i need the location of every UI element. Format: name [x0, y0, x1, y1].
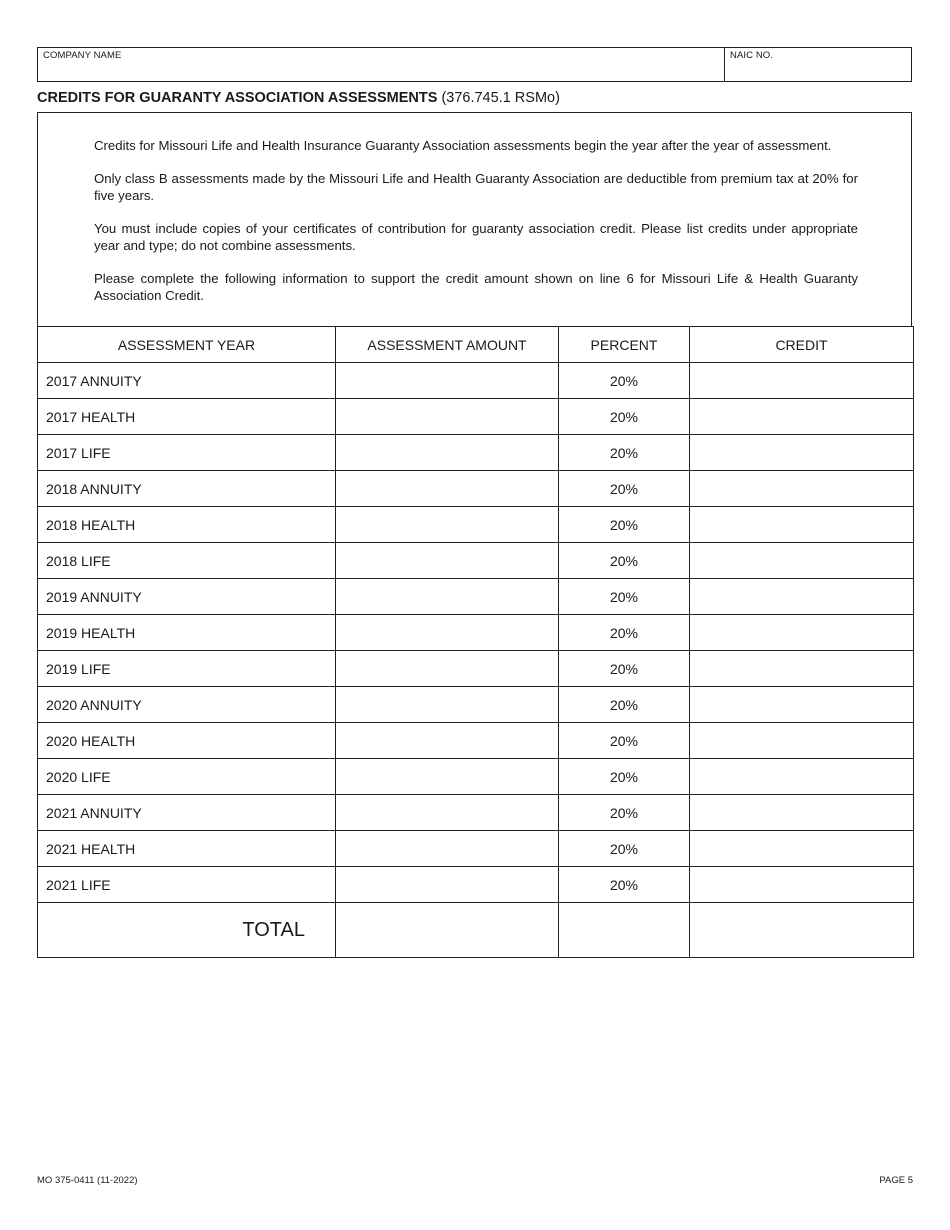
percent-cell: 20% [559, 651, 690, 687]
column-header-assessment-year: ASSESSMENT YEAR [38, 327, 336, 363]
percent-cell: 20% [559, 615, 690, 651]
assessment-amount-cell[interactable] [336, 507, 559, 543]
table-row [38, 579, 914, 615]
table-row [38, 723, 914, 759]
table-row [38, 615, 914, 651]
table-row [38, 795, 914, 831]
total-label: TOTAL [38, 903, 336, 958]
section-title-main: CREDITS FOR GUARANTY ASSOCIATION ASSESSMENTS [37, 90, 438, 106]
assessment-year-cell: 2017 HEALTH [38, 399, 336, 435]
percent-cell: 20% [559, 399, 690, 435]
assessment-amount-cell[interactable] [336, 579, 559, 615]
assessment-amount-cell[interactable] [336, 363, 559, 399]
total-credit-cell[interactable] [690, 903, 914, 958]
credit-cell[interactable] [690, 363, 914, 399]
company-header-box [37, 47, 912, 82]
assessment-year-cell: 2020 HEALTH [38, 723, 336, 759]
total-row [38, 903, 914, 958]
assessment-amount-cell[interactable] [336, 759, 559, 795]
credit-cell[interactable] [690, 615, 914, 651]
percent-cell: 20% [559, 579, 690, 615]
percent-cell: 20% [559, 723, 690, 759]
instruction-paragraph: Please complete the following information to support the credit amount shown on line 6 for Missouri Life & Health Guaranty Association Credit. [94, 271, 858, 303]
credit-cell[interactable] [690, 399, 914, 435]
table-row [38, 651, 914, 687]
percent-cell: 20% [559, 759, 690, 795]
assessment-year-cell: 2021 ANNUITY [38, 795, 336, 831]
table-row [38, 759, 914, 795]
assessment-amount-cell[interactable] [336, 543, 559, 579]
assessment-amount-cell[interactable] [336, 867, 559, 903]
table-row [38, 831, 914, 867]
table-header-row [38, 327, 914, 363]
credits-table [37, 326, 914, 958]
assessment-year-cell: 2020 LIFE [38, 759, 336, 795]
assessment-amount-cell[interactable] [336, 615, 559, 651]
credit-cell[interactable] [690, 723, 914, 759]
credit-cell[interactable] [690, 759, 914, 795]
instruction-paragraph: Only class B assessments made by the Missouri Life and Health Guaranty Association are deductible from premium tax at 20% for five years. [94, 171, 858, 203]
column-header-credit: CREDIT [690, 327, 914, 363]
table-row [38, 543, 914, 579]
assessment-amount-cell[interactable] [336, 723, 559, 759]
credit-cell[interactable] [690, 687, 914, 723]
credit-cell[interactable] [690, 471, 914, 507]
assessment-year-cell: 2018 ANNUITY [38, 471, 336, 507]
table-row [38, 867, 914, 903]
assessment-year-cell: 2021 HEALTH [38, 831, 336, 867]
company-name-field[interactable] [38, 48, 725, 81]
column-header-percent: PERCENT [559, 327, 690, 363]
percent-cell: 20% [559, 543, 690, 579]
assessment-amount-cell[interactable] [336, 471, 559, 507]
assessment-year-cell: 2021 LIFE [38, 867, 336, 903]
percent-cell: 20% [559, 867, 690, 903]
assessment-amount-cell[interactable] [336, 831, 559, 867]
assessment-amount-cell[interactable] [336, 399, 559, 435]
credit-cell[interactable] [690, 831, 914, 867]
credit-cell[interactable] [690, 543, 914, 579]
assessment-year-cell: 2019 HEALTH [38, 615, 336, 651]
table-row [38, 399, 914, 435]
percent-cell: 20% [559, 687, 690, 723]
page-number: PAGE 5 [879, 1175, 913, 1186]
percent-cell: 20% [559, 507, 690, 543]
assessment-year-cell: 2019 LIFE [38, 651, 336, 687]
credit-cell[interactable] [690, 795, 914, 831]
percent-cell: 20% [559, 435, 690, 471]
assessment-year-cell: 2020 ANNUITY [38, 687, 336, 723]
instruction-paragraph: Credits for Missouri Life and Health Insurance Guaranty Association assessments begin the year after the year of assessment. [94, 138, 832, 153]
table-row [38, 687, 914, 723]
assessment-amount-cell[interactable] [336, 687, 559, 723]
company-name-label: COMPANY NAME [43, 50, 122, 61]
credit-cell[interactable] [690, 651, 914, 687]
assessment-amount-cell[interactable] [336, 651, 559, 687]
section-title-statute: (376.745.1 RSMo) [441, 90, 560, 106]
column-header-assessment-amount: ASSESSMENT AMOUNT [336, 327, 559, 363]
assessment-year-cell: 2017 ANNUITY [38, 363, 336, 399]
form-id: MO 375-0411 (11-2022) [37, 1175, 138, 1186]
total-assessment-amount-cell[interactable] [336, 903, 559, 958]
total-percent-cell [559, 903, 690, 958]
assessment-year-cell: 2017 LIFE [38, 435, 336, 471]
credit-cell[interactable] [690, 507, 914, 543]
assessment-amount-cell[interactable] [336, 435, 559, 471]
credit-cell[interactable] [690, 579, 914, 615]
instruction-paragraph: You must include copies of your certificates of contribution for guaranty association credit. Please list credits under appropriate year and type; do not combine assessments. [94, 221, 858, 253]
percent-cell: 20% [559, 795, 690, 831]
naic-number-label: NAIC NO. [730, 50, 774, 61]
instructions-box [37, 112, 912, 327]
section-title [37, 90, 560, 106]
percent-cell: 20% [559, 831, 690, 867]
table-row [38, 363, 914, 399]
assessment-year-cell: 2018 HEALTH [38, 507, 336, 543]
naic-number-field[interactable] [725, 48, 911, 81]
assessment-amount-cell[interactable] [336, 795, 559, 831]
table-row [38, 435, 914, 471]
credit-cell[interactable] [690, 867, 914, 903]
percent-cell: 20% [559, 363, 690, 399]
assessment-year-cell: 2019 ANNUITY [38, 579, 336, 615]
credit-cell[interactable] [690, 435, 914, 471]
percent-cell: 20% [559, 471, 690, 507]
assessment-year-cell: 2018 LIFE [38, 543, 336, 579]
table-row [38, 507, 914, 543]
table-row [38, 471, 914, 507]
